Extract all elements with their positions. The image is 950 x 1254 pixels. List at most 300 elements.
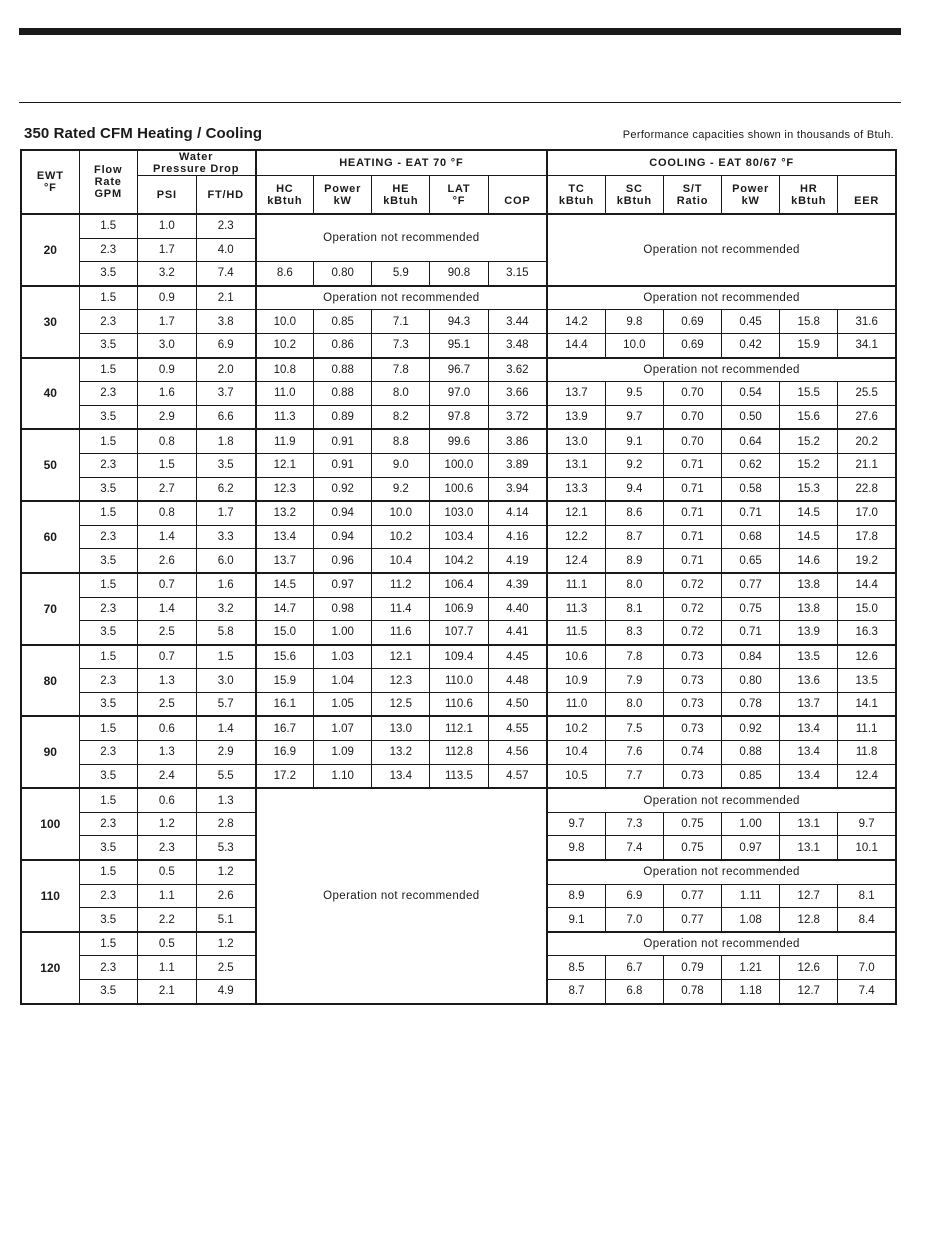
header-cooling: COOLING - EAT 80/67 °F [547,150,896,176]
heating-value: 13.4 [372,764,430,788]
heating-value: 12.3 [256,477,314,501]
cooling-value: 0.45 [722,310,780,334]
ewt-cell: 110 [21,860,79,932]
heating-value: 1.07 [314,716,372,740]
cooling-value: 0.70 [663,405,721,429]
heating-value: 11.3 [256,405,314,429]
cooling-value: 8.3 [605,621,663,645]
header-ewt: EWT °F [21,150,79,214]
fthd-cell: 1.3 [196,788,255,812]
heating-value: 1.05 [314,692,372,716]
cooling-value: 7.5 [605,716,663,740]
gpm-cell: 1.5 [79,214,137,238]
heating-value: 103.4 [430,525,488,549]
fthd-cell: 2.9 [196,741,255,765]
cooling-value: 9.7 [547,812,605,836]
heating-value: 15.9 [256,669,314,693]
heating-value: 13.0 [372,716,430,740]
ewt-cell: 60 [21,501,79,573]
psi-cell: 0.8 [137,429,196,453]
cooling-value: 9.2 [605,453,663,477]
gpm-cell: 2.3 [79,453,137,477]
heating-value: 0.94 [314,525,372,549]
cooling-not-recommended: Operation not recommended [547,860,896,884]
heating-value: 112.8 [430,741,488,765]
psi-cell: 1.3 [137,741,196,765]
gpm-cell: 3.5 [79,836,137,860]
cooling-value: 0.77 [663,908,721,932]
gpm-cell: 1.5 [79,788,137,812]
heating-value: 10.0 [256,310,314,334]
gpm-cell: 2.3 [79,812,137,836]
psi-cell: 0.7 [137,645,196,669]
heating-value: 97.0 [430,382,488,406]
cooling-not-recommended: Operation not recommended [547,358,896,382]
fthd-cell: 3.8 [196,310,255,334]
cooling-value: 17.8 [838,525,896,549]
units-note: Performance capacities shown in thousands of Btuh. [622,129,894,141]
heating-value: 90.8 [430,262,488,286]
cooling-value: 0.78 [663,980,721,1004]
fthd-cell: 5.8 [196,621,255,645]
gpm-cell: 3.5 [79,908,137,932]
cooling-value: 0.65 [722,549,780,573]
psi-cell: 2.2 [137,908,196,932]
cooling-value: 11.5 [547,621,605,645]
heating-value: 0.89 [314,405,372,429]
header-cool-power: Power kW [722,176,780,215]
table-row [21,764,896,788]
heating-value: 0.98 [314,597,372,621]
heating-value: 0.94 [314,501,372,525]
fthd-cell: 1.8 [196,429,255,453]
cooling-value: 13.4 [780,764,838,788]
table-row [21,597,896,621]
cooling-value: 8.0 [605,573,663,597]
cooling-value: 8.1 [605,597,663,621]
heating-value: 0.88 [314,382,372,406]
psi-cell: 1.1 [137,956,196,980]
psi-cell: 3.0 [137,333,196,357]
cooling-value: 10.0 [605,333,663,357]
cooling-value: 0.73 [663,669,721,693]
heating-value: 4.57 [488,764,547,788]
cooling-value: 8.6 [605,501,663,525]
cooling-value: 12.1 [547,501,605,525]
cooling-value: 0.71 [663,453,721,477]
cooling-value: 12.7 [780,980,838,1004]
cooling-value: 9.8 [547,836,605,860]
gpm-cell: 1.5 [79,286,137,310]
gpm-cell: 2.3 [79,238,137,262]
fthd-cell: 3.3 [196,525,255,549]
heating-value: 7.1 [372,310,430,334]
heating-value: 14.7 [256,597,314,621]
header-psi: PSI [137,176,196,215]
table-row [21,477,896,501]
table-row [21,286,896,310]
heating-value: 13.4 [256,525,314,549]
psi-cell: 2.5 [137,621,196,645]
fthd-cell: 5.7 [196,692,255,716]
table-row [21,405,896,429]
heating-value: 110.6 [430,692,488,716]
gpm-cell: 2.3 [79,525,137,549]
heating-value: 104.2 [430,549,488,573]
heating-value: 9.0 [372,453,430,477]
cooling-value: 0.84 [722,645,780,669]
cooling-value: 15.8 [780,310,838,334]
heating-value: 107.7 [430,621,488,645]
table-row [21,549,896,573]
heating-value: 4.45 [488,645,547,669]
cooling-value: 11.0 [547,692,605,716]
header-heat-he: HE kBtuh [372,176,430,215]
cooling-value: 0.70 [663,429,721,453]
header-heat-lat: LAT °F [430,176,488,215]
heating-value: 106.4 [430,573,488,597]
cooling-value: 0.92 [722,716,780,740]
table-row [21,501,896,525]
ewt-cell: 70 [21,573,79,645]
psi-cell: 1.7 [137,238,196,262]
heating-value: 8.0 [372,382,430,406]
heating-value: 10.0 [372,501,430,525]
table-row [21,429,896,453]
gpm-cell: 1.5 [79,358,137,382]
cooling-value: 16.3 [838,621,896,645]
fthd-cell: 5.5 [196,764,255,788]
table-row [21,525,896,549]
cooling-value: 13.1 [780,812,838,836]
table-row [21,453,896,477]
cooling-value: 8.0 [605,692,663,716]
ewt-cell: 100 [21,788,79,860]
fthd-cell: 2.5 [196,956,255,980]
cooling-value: 19.2 [838,549,896,573]
heating-value: 14.5 [256,573,314,597]
heating-value: 106.9 [430,597,488,621]
fthd-cell: 2.1 [196,286,255,310]
heating-value: 94.3 [430,310,488,334]
cooling-value: 7.3 [605,812,663,836]
cooling-value: 14.6 [780,549,838,573]
cooling-value: 27.6 [838,405,896,429]
cooling-value: 31.6 [838,310,896,334]
cooling-value: 10.5 [547,764,605,788]
cooling-value: 8.5 [547,956,605,980]
fthd-cell: 4.9 [196,980,255,1004]
heating-value: 103.0 [430,501,488,525]
ewt-cell: 20 [21,214,79,286]
cooling-value: 13.0 [547,429,605,453]
heating-value: 9.2 [372,477,430,501]
fthd-cell: 2.6 [196,884,255,908]
cooling-value: 9.8 [605,310,663,334]
gpm-cell: 2.3 [79,669,137,693]
heating-value: 4.14 [488,501,547,525]
cooling-value: 0.71 [663,525,721,549]
cooling-value: 15.9 [780,333,838,357]
cooling-value: 1.21 [722,956,780,980]
heating-value: 8.8 [372,429,430,453]
header-heat-cop: COP [488,176,547,215]
cooling-not-recommended: Operation not recommended [547,932,896,956]
cooling-value: 0.97 [722,836,780,860]
cooling-value: 14.5 [780,525,838,549]
cooling-value: 20.2 [838,429,896,453]
heating-value: 12.3 [372,669,430,693]
cooling-value: 0.54 [722,382,780,406]
cooling-value: 14.5 [780,501,838,525]
fthd-cell: 2.8 [196,812,255,836]
gpm-cell: 3.5 [79,477,137,501]
fthd-cell: 5.1 [196,908,255,932]
heating-value: 1.04 [314,669,372,693]
gpm-cell: 3.5 [79,980,137,1004]
table-row [21,741,896,765]
cooling-value: 8.4 [838,908,896,932]
gpm-cell: 1.5 [79,716,137,740]
cooling-value: 7.6 [605,741,663,765]
cooling-value: 0.78 [722,692,780,716]
heating-value: 4.50 [488,692,547,716]
psi-cell: 0.9 [137,286,196,310]
fthd-cell: 1.5 [196,645,255,669]
cooling-value: 0.58 [722,477,780,501]
cooling-value: 0.77 [663,884,721,908]
heating-value: 0.80 [314,262,372,286]
heating-value: 8.6 [256,262,314,286]
cooling-value: 13.7 [780,692,838,716]
heating-value: 1.00 [314,621,372,645]
fthd-cell: 1.2 [196,932,255,956]
psi-cell: 1.7 [137,310,196,334]
cooling-value: 13.9 [780,621,838,645]
table-row [21,214,896,238]
heating-value: 4.48 [488,669,547,693]
heating-value: 11.0 [256,382,314,406]
cooling-not-recommended: Operation not recommended [547,286,896,310]
psi-cell: 1.2 [137,812,196,836]
table-body [21,214,896,1004]
ewt-cell: 80 [21,645,79,717]
cooling-not-recommended: Operation not recommended [547,788,896,812]
gpm-cell: 3.5 [79,549,137,573]
header-heat-power: Power kW [314,176,372,215]
cooling-value: 0.73 [663,692,721,716]
heating-value: 3.89 [488,453,547,477]
heating-value: 4.39 [488,573,547,597]
header-heat-hc: HC kBtuh [256,176,314,215]
fthd-cell: 1.6 [196,573,255,597]
table-row [21,788,896,812]
cooling-value: 10.6 [547,645,605,669]
psi-cell: 1.4 [137,525,196,549]
cooling-value: 10.2 [547,716,605,740]
fthd-cell: 7.4 [196,262,255,286]
cooling-value: 0.73 [663,645,721,669]
cooling-value: 0.79 [663,956,721,980]
cooling-value: 9.1 [605,429,663,453]
heating-value: 15.0 [256,621,314,645]
cooling-value: 8.9 [605,549,663,573]
cooling-value: 0.69 [663,333,721,357]
heating-value: 96.7 [430,358,488,382]
performance-table [20,149,897,1005]
heating-value: 3.15 [488,262,547,286]
gpm-cell: 2.3 [79,884,137,908]
cooling-value: 0.71 [663,477,721,501]
ewt-cell: 40 [21,358,79,430]
ewt-cell: 30 [21,286,79,358]
cooling-value: 0.72 [663,597,721,621]
fthd-cell: 6.9 [196,333,255,357]
cooling-value: 12.8 [780,908,838,932]
heating-value: 15.6 [256,645,314,669]
gpm-cell: 3.5 [79,262,137,286]
gpm-cell: 1.5 [79,501,137,525]
cooling-value: 0.71 [722,621,780,645]
cooling-value: 15.0 [838,597,896,621]
ewt-cell: 90 [21,716,79,788]
cooling-value: 7.4 [605,836,663,860]
heating-value: 4.41 [488,621,547,645]
psi-cell: 2.1 [137,980,196,1004]
cooling-value: 12.2 [547,525,605,549]
heating-value: 10.4 [372,549,430,573]
heating-value: 0.86 [314,333,372,357]
cooling-value: 13.7 [547,382,605,406]
cooling-value: 13.4 [780,716,838,740]
cooling-value: 12.6 [780,956,838,980]
cooling-value: 0.72 [663,621,721,645]
cooling-value: 9.4 [605,477,663,501]
heating-value: 11.9 [256,429,314,453]
gpm-cell: 2.3 [79,382,137,406]
psi-cell: 2.5 [137,692,196,716]
heating-value: 16.1 [256,692,314,716]
fthd-cell: 2.3 [196,214,255,238]
ewt-cell: 50 [21,429,79,501]
cooling-value: 13.8 [780,573,838,597]
cooling-value: 9.1 [547,908,605,932]
cooling-value: 8.7 [605,525,663,549]
heating-value: 10.8 [256,358,314,382]
gpm-cell: 1.5 [79,429,137,453]
heating-value: 3.94 [488,477,547,501]
cooling-value: 0.42 [722,333,780,357]
heating-value: 7.3 [372,333,430,357]
fthd-cell: 3.2 [196,597,255,621]
header-cool-tc: TC kBtuh [547,176,605,215]
heating-value: 4.55 [488,716,547,740]
psi-cell: 0.6 [137,716,196,740]
fthd-cell: 6.6 [196,405,255,429]
heating-value: 113.5 [430,764,488,788]
cooling-value: 8.7 [547,980,605,1004]
ewt-cell: 120 [21,932,79,1004]
psi-cell: 0.8 [137,501,196,525]
cooling-value: 7.4 [838,980,896,1004]
fthd-cell: 1.2 [196,860,255,884]
heating-value: 0.96 [314,549,372,573]
heating-value: 0.91 [314,453,372,477]
cooling-value: 0.73 [663,764,721,788]
cooling-value: 0.50 [722,405,780,429]
cooling-value: 1.00 [722,812,780,836]
table-row [21,716,896,740]
heating-value: 11.4 [372,597,430,621]
heating-value: 7.8 [372,358,430,382]
gpm-cell: 3.5 [79,692,137,716]
cooling-value: 13.5 [780,645,838,669]
psi-cell: 3.2 [137,262,196,286]
heating-value: 13.7 [256,549,314,573]
cooling-value: 15.2 [780,429,838,453]
gpm-cell: 3.5 [79,764,137,788]
gpm-cell: 3.5 [79,405,137,429]
table-row [21,382,896,406]
fthd-cell: 3.7 [196,382,255,406]
heating-value: 1.03 [314,645,372,669]
gpm-cell: 2.3 [79,310,137,334]
cooling-value: 0.71 [722,501,780,525]
gpm-cell: 2.3 [79,956,137,980]
cooling-value: 9.7 [838,812,896,836]
gpm-cell: 2.3 [79,741,137,765]
cooling-value: 11.3 [547,597,605,621]
psi-cell: 0.6 [137,788,196,812]
heating-value: 100.6 [430,477,488,501]
table-row [21,310,896,334]
gpm-cell: 1.5 [79,932,137,956]
cooling-value: 17.0 [838,501,896,525]
table-row [21,621,896,645]
table-row [21,645,896,669]
header-rule [19,102,901,103]
cooling-value: 7.0 [605,908,663,932]
table-row [21,692,896,716]
gpm-cell: 1.5 [79,573,137,597]
cooling-value: 13.8 [780,597,838,621]
heating-value: 0.92 [314,477,372,501]
heating-value: 8.2 [372,405,430,429]
heating-value: 12.1 [372,645,430,669]
cooling-value: 14.4 [838,573,896,597]
header-flow: Flow Rate GPM [79,150,137,214]
heating-value: 100.0 [430,453,488,477]
heating-value: 13.2 [372,741,430,765]
psi-cell: 0.5 [137,860,196,884]
cooling-value: 13.5 [838,669,896,693]
fthd-cell: 3.0 [196,669,255,693]
heating-value: 112.1 [430,716,488,740]
heating-value: 3.72 [488,405,547,429]
cooling-value: 9.5 [605,382,663,406]
psi-cell: 2.4 [137,764,196,788]
cooling-value: 0.71 [663,549,721,573]
cooling-value: 12.4 [547,549,605,573]
heating-value: 4.40 [488,597,547,621]
heating-value: 11.2 [372,573,430,597]
heating-not-recommended: Operation not recommended [256,214,548,262]
cooling-value: 0.77 [722,573,780,597]
fthd-cell: 6.2 [196,477,255,501]
heating-value: 16.7 [256,716,314,740]
psi-cell: 1.4 [137,597,196,621]
cooling-value: 21.1 [838,453,896,477]
